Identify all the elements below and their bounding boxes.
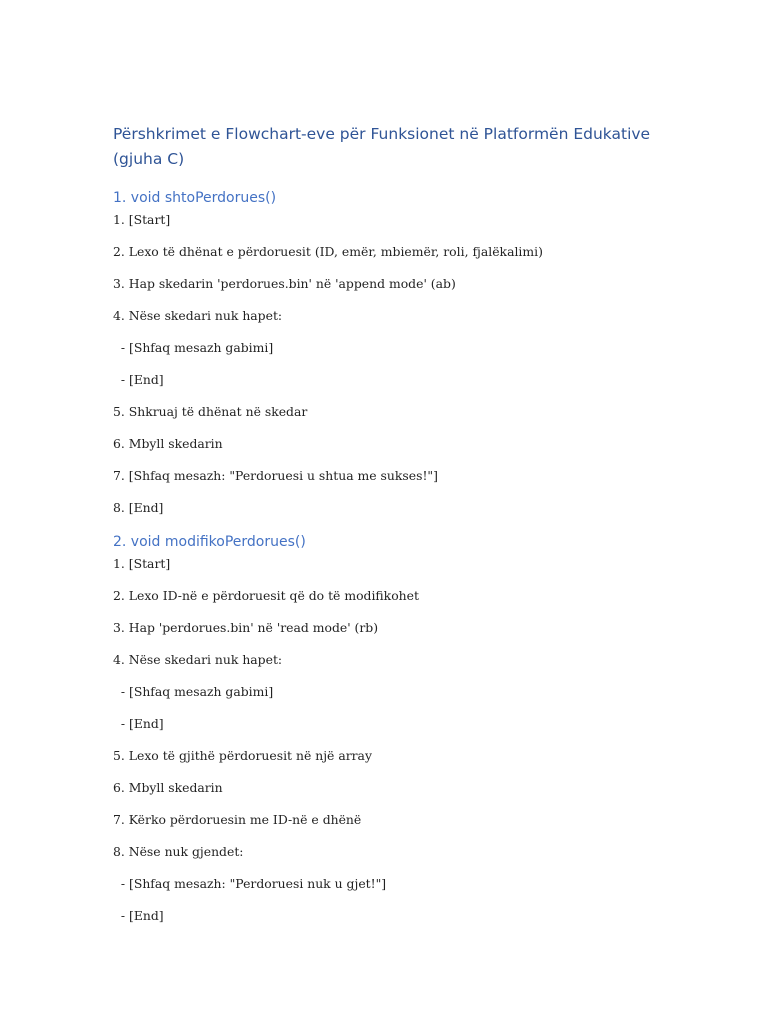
step-line: - [End]: [113, 908, 164, 923]
step-line: 6. Mbyll skedarin: [113, 780, 223, 795]
step-line: 1. [Start]: [113, 212, 171, 227]
step-line: 4. Nëse skedari nuk hapet:: [113, 308, 283, 323]
section-heading-modifikoPerdorues: 2. void modifikoPerdorues(): [113, 534, 306, 550]
section-heading-shtoPerdorues: 1. void shtoPerdorues(): [113, 190, 277, 206]
step-line: 7. Kërko përdoruesin me ID-në e dhënë: [113, 812, 362, 827]
step-line: 2. Lexo të dhënat e përdoruesit (ID, emër, mbiemër, roli, fjalëkalimi): [113, 244, 543, 259]
step-line: 5. Lexo të gjithë përdoruesit në një array: [113, 748, 372, 763]
step-line: 5. Shkruaj të dhënat në skedar: [113, 404, 308, 419]
step-line: 2. Lexo ID-në e përdoruesit që do të modifikohet: [113, 588, 419, 603]
document-title: Përshkrimet e Flowchart-eve për Funksionet në Platformën Edukative (gjuha C): [113, 125, 651, 168]
step-line: 6. Mbyll skedarin: [113, 436, 223, 451]
step-line: - [End]: [113, 372, 164, 387]
step-line: 4. Nëse skedari nuk hapet:: [113, 652, 283, 667]
step-line: - [End]: [113, 716, 164, 731]
step-line: 7. [Shfaq mesazh: "Perdoruesi u shtua me sukses!"]: [113, 468, 438, 483]
step-line: 1. [Start]: [113, 556, 171, 571]
step-line: 3. Hap skedarin 'perdorues.bin' në 'append mode' (ab): [113, 276, 456, 291]
step-line: 8. Nëse nuk gjendet:: [113, 844, 244, 859]
step-line: - [Shfaq mesazh: "Perdoruesi nuk u gjet!"]: [113, 876, 387, 891]
step-line: 8. [End]: [113, 500, 164, 515]
step-line: 3. Hap 'perdorues.bin' në 'read mode' (rb): [113, 620, 379, 635]
step-line: - [Shfaq mesazh gabimi]: [113, 340, 274, 355]
step-line: - [Shfaq mesazh gabimi]: [113, 684, 274, 699]
